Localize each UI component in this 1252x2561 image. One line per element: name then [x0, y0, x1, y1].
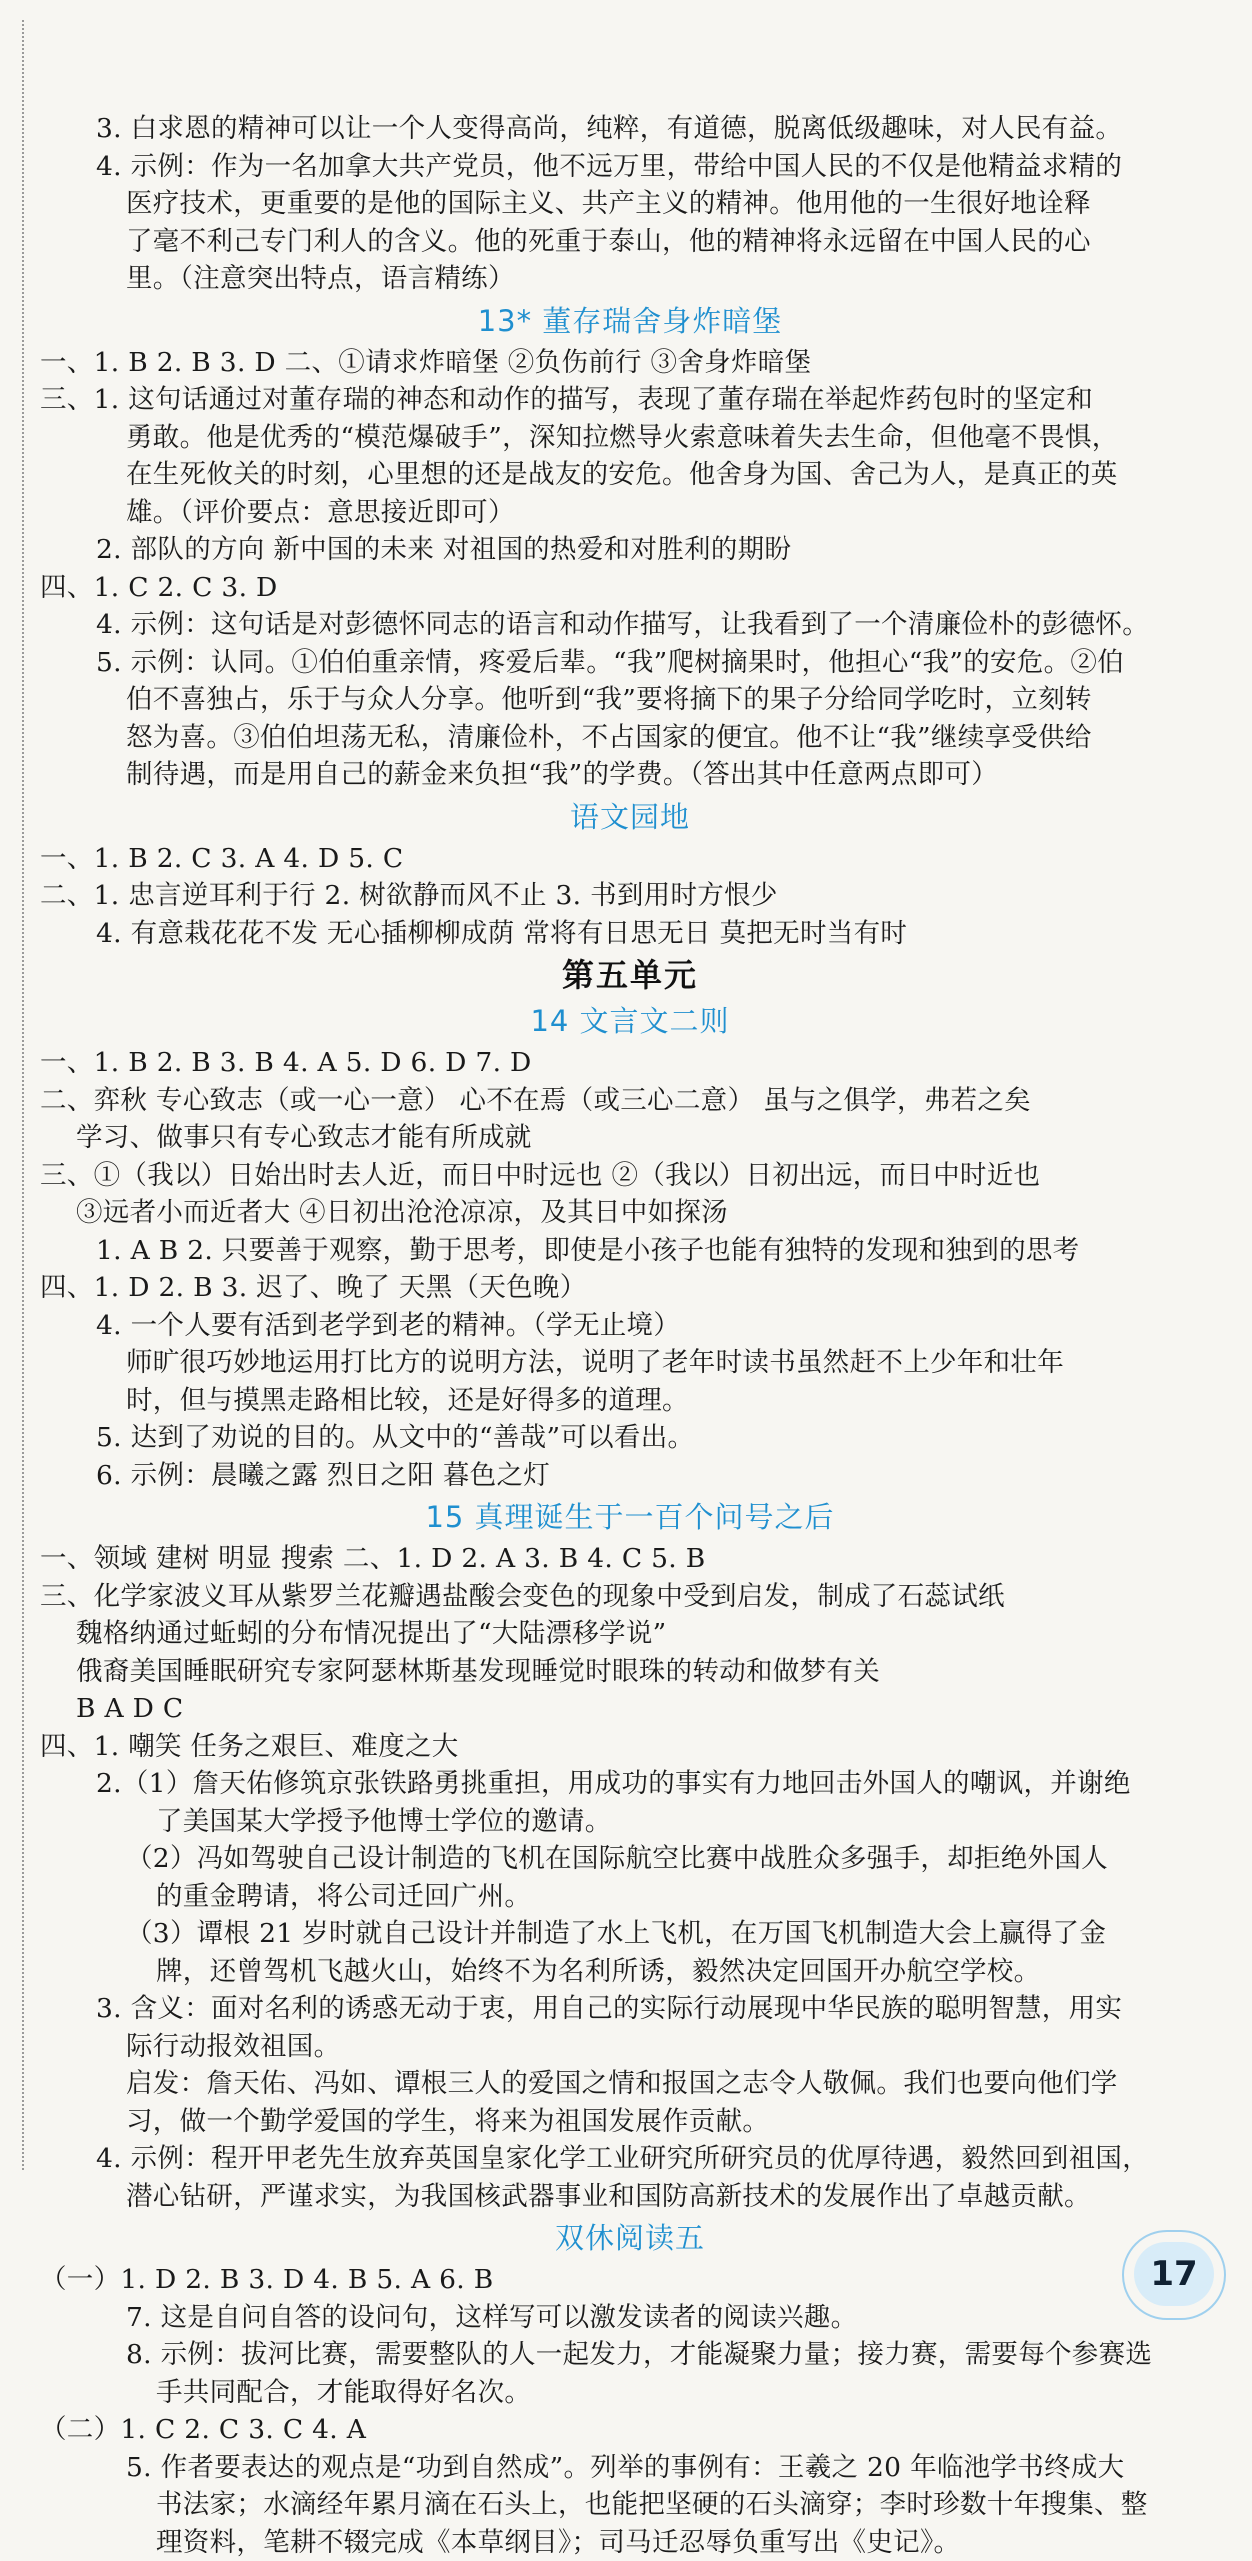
answer-line: 一、领域 建树 明显 搜索 二、1. D 2. A 3. B 4. C 5. B	[40, 1540, 1220, 1578]
answer-line: 7. 这是自问自答的设问句，这样写可以激发读者的阅读兴趣。	[40, 2299, 1220, 2337]
section-heading: 语文园地	[40, 796, 1220, 838]
unit-heading: 第五单元	[40, 952, 1220, 998]
answer-line: 的重金聘请，将公司迁回广州。	[40, 1878, 1220, 1916]
answer-line: 伯不喜独占，乐于与众人分享。他听到“我”要将摘下的果子分给同学吃时，立刻转	[40, 681, 1220, 719]
answer-line: 5. 达到了劝说的目的。从文中的“善哉”可以看出。	[40, 1419, 1220, 1457]
answer-line: 书法家；水滴经年累月滴在石头上，也能把坚硬的石头滴穿；李时珍数十年搜集、整	[40, 2486, 1220, 2524]
answer-line: （3）谭根 21 岁时就自己设计并制造了水上飞机，在万国飞机制造大会上赢得了金	[40, 1915, 1220, 1953]
answer-line: 8. 示例：拔河比赛，需要整队的人一起发力，才能凝聚力量；接力赛，需要每个参赛选	[40, 2336, 1220, 2374]
answer-line: 二、1. 忠言逆耳利于行 2. 树欲静而风不止 3. 书到用时方恨少	[40, 877, 1220, 915]
answer-line: 6. 示例：晨曦之露 烈日之阳 暮色之灯	[40, 1457, 1220, 1495]
answer-line: 际行动报效祖国。	[40, 2028, 1220, 2066]
answer-line: 一、1. B 2. B 3. D 二、①请求炸暗堡 ②负伤前行 ③舍身炸暗堡	[40, 344, 1220, 382]
answer-line: 4. 示例：这句话是对彭德怀同志的语言和动作描写，让我看到了一个清廉俭朴的彭德怀。	[40, 606, 1220, 644]
answer-line: 医疗技术，更重要的是他的国际主义、共产主义的精神。他用他的一生很好地诠释	[40, 185, 1220, 223]
answer-line: 俄裔美国睡眠研究专家阿瑟林斯基发现睡觉时眼珠的转动和做梦有关	[40, 1653, 1220, 1691]
answer-line: 1. A B 2. 只要善于观察，勤于思考，即使是小孩子也能有独特的发现和独到的思考	[40, 1232, 1220, 1270]
answer-line: 怒为喜。③伯伯坦荡无私，清廉俭朴，不占国家的便宜。他不让“我”继续享受供给	[40, 719, 1220, 757]
answer-line: 牌，还曾驾机飞越火山，始终不为名利所诱，毅然决定回国开办航空学校。	[40, 1953, 1220, 1991]
answer-line: 勇敢。他是优秀的“模范爆破手”，深知拉燃导火索意味着失去生命，但他毫不畏惧，	[40, 419, 1220, 457]
answer-line: B A D C	[40, 1690, 1220, 1728]
answer-line: 5. 作者要表达的观点是“功到自然成”。列举的事例有：王羲之 20 年临池学书终成大	[40, 2449, 1220, 2487]
answer-line: 5. 示例：认同。①伯伯重亲情，疼爱后辈。“我”爬树摘果时，他担心“我”的安危。②伯	[40, 644, 1220, 682]
answer-line: （二）1. C 2. C 3. C 4. A	[40, 2411, 1220, 2449]
answer-page	[40, 110, 1220, 2561]
answer-line: 里。（注意突出特点，语言精练）	[40, 260, 1220, 298]
answer-line: 四、1. D 2. B 3. 迟了、晚了 天黑（天色晚）	[40, 1269, 1220, 1307]
answer-line: 时，但与摸黑走路相比较，还是好得多的道理。	[40, 1382, 1220, 1420]
answer-line: 4. 一个人要有活到老学到老的精神。（学无止境）	[40, 1307, 1220, 1345]
answer-line: 3. 白求恩的精神可以让一个人变得高尚，纯粹，有道德，脱离低级趣味，对人民有益。	[40, 110, 1220, 148]
answer-line: 师旷很巧妙地运用打比方的说明方法，说明了老年时读书虽然赶不上少年和壮年	[40, 1344, 1220, 1382]
answer-line: 在生死攸关的时刻，心里想的还是战友的安危。他舍身为国、舍己为人，是真正的英	[40, 456, 1220, 494]
answer-line: 一、1. B 2. B 3. B 4. A 5. D 6. D 7. D	[40, 1044, 1220, 1082]
answer-line: 制待遇，而是用自己的薪金来负担“我”的学费。（答出其中任意两点即可）	[40, 756, 1220, 794]
answer-line: 了毫不利己专门利人的含义。他的死重于泰山，他的精神将永远留在中国人民的心	[40, 223, 1220, 261]
answer-line: 4. 示例：程开甲老先生放弃英国皇家化学工业研究所研究员的优厚待遇，毅然回到祖国，	[40, 2140, 1220, 2178]
answer-line: 2. 部队的方向 新中国的未来 对祖国的热爱和对胜利的期盼	[40, 531, 1220, 569]
answer-line: 手共同配合，才能取得好名次。	[40, 2374, 1220, 2412]
answer-line: 一、1. B 2. C 3. A 4. D 5. C	[40, 840, 1220, 878]
answer-line: 启发：詹天佑、冯如、谭根三人的爱国之情和报国之志令人敬佩。我们也要向他们学	[40, 2065, 1220, 2103]
section-heading: 14 文言文二则	[40, 1000, 1220, 1042]
answer-line: ③远者小而近者大 ④日初出沧沧凉凉，及其日中如探汤	[40, 1194, 1220, 1232]
answer-line: 魏格纳通过蚯蚓的分布情况提出了“大陆漂移学说”	[40, 1615, 1220, 1653]
section-heading: 15 真理诞生于一百个问号之后	[40, 1496, 1220, 1538]
answer-line: 三、化学家波义耳从紫罗兰花瓣遇盐酸会变色的现象中受到启发，制成了石蕊试纸	[40, 1578, 1220, 1616]
answer-line: 4. 示例：作为一名加拿大共产党员，他不远万里，带给中国人民的不仅是他精益求精的	[40, 148, 1220, 186]
answer-line: 四、1. 嘲笑 任务之艰巨、难度之大	[40, 1728, 1220, 1766]
page-number: 17	[1134, 2242, 1214, 2306]
answer-line: 学习、做事只有专心致志才能有所成就	[40, 1119, 1220, 1157]
answer-line: 习，做一个勤学爱国的学生，将来为祖国发展作贡献。	[40, 2103, 1220, 2141]
answer-line: 四、1. C 2. C 3. D	[40, 569, 1220, 607]
section-heading: 双休阅读五	[40, 2217, 1220, 2259]
answer-line: 潜心钻研，严谨求实，为我国核武器事业和国防高新技术的发展作出了卓越贡献。	[40, 2178, 1220, 2216]
answer-line: 三、①（我以）日始出时去人近，而日中时远也 ②（我以）日初出远，而日中时近也	[40, 1157, 1220, 1195]
answer-line: （2）冯如驾驶自己设计制造的飞机在国际航空比赛中战胜众多强手，却拒绝外国人	[40, 1840, 1220, 1878]
answer-line: 2.（1）詹天佑修筑京张铁路勇挑重担，用成功的事实有力地回击外国人的嘲讽，并谢绝	[40, 1765, 1220, 1803]
answer-line: 3. 含义：面对名利的诱惑无动于衷，用自己的实际行动展现中华民族的聪明智慧，用实	[40, 1990, 1220, 2028]
margin-dotted-rule	[22, 20, 25, 2170]
answer-line: 了美国某大学授予他博士学位的邀请。	[40, 1803, 1220, 1841]
answer-line: 理资料，笔耕不辍完成《本草纲目》；司马迁忍辱负重写出《史记》。	[40, 2524, 1220, 2561]
answer-line: 三、1. 这句话通过对董存瑞的神态和动作的描写，表现了董存瑞在举起炸药包时的坚定和	[40, 381, 1220, 419]
answer-line: 二、弈秋 专心致志（或一心一意） 心不在焉（或三心二意） 虽与之俱学，弗若之矣	[40, 1082, 1220, 1120]
answer-line: （一）1. D 2. B 3. D 4. B 5. A 6. B	[40, 2261, 1220, 2299]
section-heading: 13* 董存瑞舍身炸暗堡	[40, 300, 1220, 342]
answer-line: 雄。（评价要点：意思接近即可）	[40, 494, 1220, 532]
answer-line: 4. 有意栽花花不发 无心插柳柳成荫 常将有日思无日 莫把无时当有时	[40, 915, 1220, 953]
